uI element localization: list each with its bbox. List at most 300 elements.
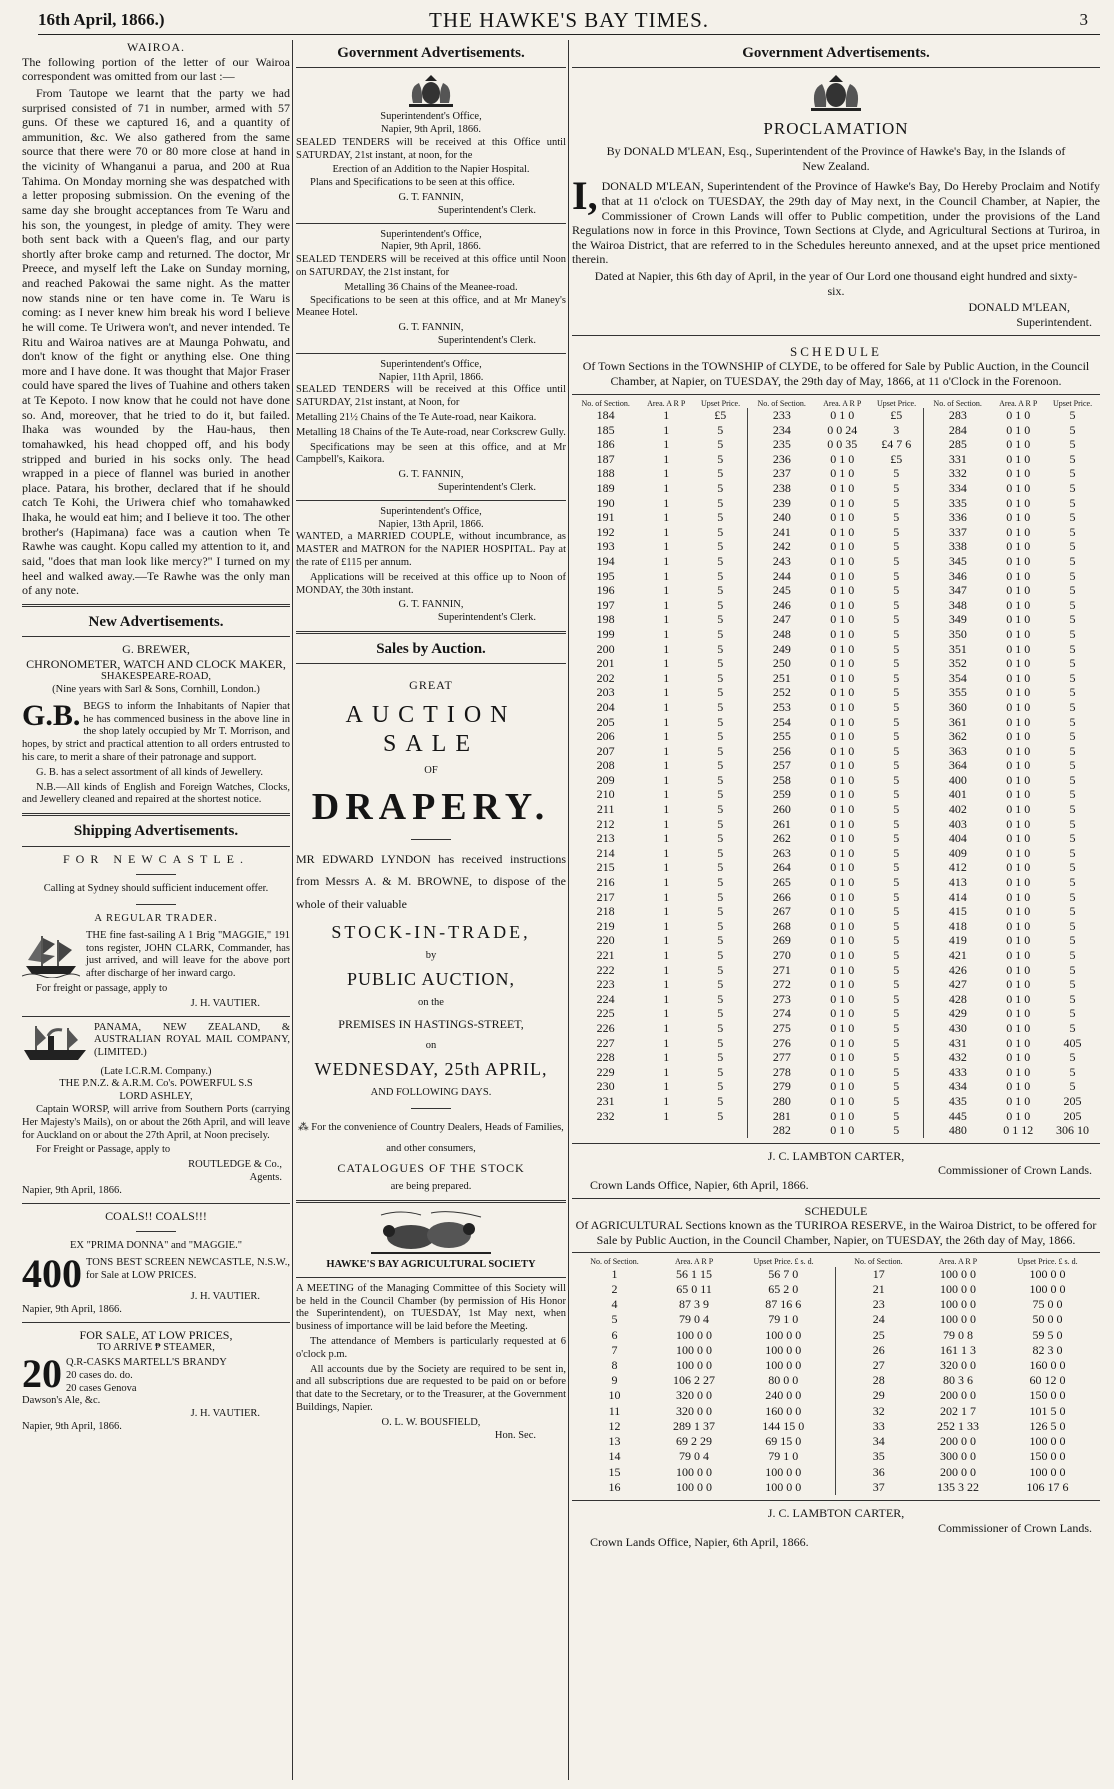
table-cell: 1: [663, 802, 670, 817]
table-cell: 255: [748, 729, 815, 744]
table-cell: 263: [748, 846, 815, 861]
table-row: [572, 481, 1100, 496]
ad3-role: Superintendent's Clerk.: [437, 482, 536, 494]
table-cell: 5: [717, 597, 724, 612]
schedule1-signature: J. C. LAMBTON CARTER,: [767, 1148, 905, 1163]
table-row: [572, 1404, 1100, 1419]
table-cell: 0 1 0: [830, 889, 855, 904]
table-row: [572, 1006, 1100, 1021]
table-cell: 5: [1069, 583, 1076, 598]
table-cell: 0 1 0: [1006, 641, 1031, 656]
table-row: [572, 1358, 1100, 1373]
col-header: Upset Price.: [700, 398, 741, 408]
table-cell: 0 1 0: [1006, 1064, 1031, 1079]
table-cell: 2: [611, 1282, 618, 1297]
table-cell: 198: [596, 612, 615, 627]
table-cell: 126 5 0: [1029, 1418, 1066, 1433]
divider: [296, 631, 566, 634]
table-cell: 5: [893, 977, 900, 992]
table-cell: 5: [717, 1079, 724, 1094]
table-cell: 352: [924, 656, 991, 671]
table-cell: 16: [608, 1479, 621, 1494]
table-cell: 75 0 0: [1032, 1297, 1063, 1312]
table-cell: 1: [663, 641, 670, 656]
table-cell: 205: [1063, 1108, 1082, 1123]
proclamation-by: By DONALD M'LEAN, Esq., Superintendent of the Province of Hawke's Bay, in the Islands of New Zealand.: [606, 144, 1066, 173]
divider: [22, 813, 290, 816]
table-cell: 5: [893, 495, 900, 510]
table-cell: 208: [596, 758, 615, 773]
table-cell: 79 0 4: [679, 1312, 710, 1327]
table-cell: 0 1 0: [830, 451, 855, 466]
brewer-note: (Nine years with Sarl & Sons, Cornhill, London.): [52, 684, 260, 696]
auction-prepared: are being prepared.: [390, 1181, 472, 1193]
table-cell: 0 1 0: [830, 612, 855, 627]
table-cell: 249: [748, 642, 815, 657]
table-cell: 445: [924, 1109, 991, 1124]
table-row: [572, 1388, 1100, 1403]
table-cell: 258: [748, 773, 815, 788]
auction-heading: Sales by Auction.: [376, 640, 486, 657]
table-cell: 59 5 0: [1032, 1327, 1063, 1342]
schedule1-role: Commissioner of Crown Lands.: [938, 1163, 1092, 1178]
table-cell: 247: [748, 612, 815, 627]
table-cell: 1: [663, 875, 670, 890]
table-cell: 5: [717, 553, 724, 568]
table-cell: 0 1 0: [830, 816, 855, 831]
auction-great: GREAT: [409, 678, 453, 693]
table-cell: 0 1 0: [1006, 597, 1031, 612]
table-cell: 1: [663, 1093, 670, 1108]
table-cell: 364: [924, 758, 991, 773]
table-cell: 100 0 0: [765, 1327, 802, 1342]
table-cell: 1: [663, 904, 670, 919]
table-cell: 1: [663, 787, 670, 802]
divider: [296, 1200, 566, 1203]
table-cell: 33: [836, 1419, 921, 1434]
table-cell: 5: [1069, 539, 1076, 554]
table-cell: 1: [663, 831, 670, 846]
table-row: [572, 1109, 1100, 1124]
table-cell: 0 1 0: [1006, 1050, 1031, 1065]
table-cell: 0 1 0: [830, 495, 855, 510]
table-cell: 0 1 0: [830, 1006, 855, 1021]
table-cell: 5: [1069, 510, 1076, 525]
table-cell: 1: [663, 495, 670, 510]
ad2-date: Napier, 9th April, 1866.: [381, 241, 481, 253]
ad3-what1: Metalling 21½ Chains of the Te Aute-road, near Kaikora.: [296, 412, 537, 424]
table-cell: 245: [748, 583, 815, 598]
table-cell: 5: [893, 1050, 900, 1065]
table-cell: 226: [596, 1020, 615, 1035]
coals-heading: COALS!! COALS!!!: [105, 1208, 207, 1223]
table-cell: 0 1 0: [1006, 1108, 1031, 1123]
table-cell: 1: [663, 656, 670, 671]
table-cell: 0 1 0: [1006, 714, 1031, 729]
table-cell: 216: [596, 875, 615, 890]
table-cell: 0 1 0: [830, 524, 855, 539]
ad1-text: SEALED TENDERS will be received at this Office until SATURDAY, 21st instant, at noon, for the: [296, 136, 566, 161]
table-cell: 0 1 0: [830, 875, 855, 890]
table-cell: 204: [596, 699, 615, 714]
table-cell: 150 0 0: [1029, 1449, 1066, 1464]
shipping-heading: Shipping Advertisements.: [73, 823, 239, 840]
auction-stock: STOCK-IN-TRADE,: [331, 921, 531, 942]
table-cell: 192: [596, 524, 615, 539]
table-cell: 197: [596, 597, 615, 612]
table-cell: 0 1 0: [1006, 772, 1031, 787]
agri-heading: HAWKE'S BAY AGRICULTURAL SOCIETY: [326, 1259, 536, 1271]
regular-trader: A REGULAR TRADER.: [94, 912, 218, 924]
table-cell: [639, 1123, 693, 1138]
table-cell: 15: [608, 1464, 621, 1479]
tender-hospital-advert: [296, 111, 566, 217]
coals-date: Napier, 9th April, 1866.: [22, 1303, 122, 1315]
table-cell: 360: [924, 700, 991, 715]
table-cell: 0 1 0: [830, 670, 855, 685]
table-cell: 100 0 0: [940, 1282, 977, 1297]
table-cell: 332: [924, 466, 991, 481]
agri-text: A MEETING of the Managing Committee of this Society will be held in the Council Chamber (by permission of His Honor the Superintendent), on TUESDAY, 1st May next, when business of importance will be laid before the Meeting.: [296, 1282, 566, 1333]
sydney-note: Calling at Sydney should sufficient inducement offer.: [43, 883, 269, 895]
table-cell: 106 2 27: [673, 1373, 716, 1388]
table-cell: 5: [893, 597, 900, 612]
table-row: [572, 758, 1100, 773]
table-cell: 5: [1069, 845, 1076, 860]
table-cell: 1: [663, 670, 670, 685]
table-cell: 100 0 0: [676, 1479, 713, 1494]
table-cell: 144 15 0: [762, 1418, 805, 1433]
table-cell: 5: [893, 1006, 900, 1021]
royal-crest-icon: [403, 73, 459, 109]
proclamation-dated: Dated at Napier, this 6th day of April, in the year of Our Lord one thousand eight hundred and sixty-six.: [594, 269, 1078, 298]
table-cell: 350: [924, 627, 991, 642]
table-cell: 0 1 0: [1006, 904, 1031, 919]
table-cell: 202: [596, 670, 615, 685]
table-cell: 5: [1069, 962, 1076, 977]
table-cell: 337: [924, 525, 991, 540]
table-cell: 1: [663, 568, 670, 583]
table-cell: 283: [924, 408, 991, 423]
coals-text: TONS BEST SCREEN NEWCASTLE, N.S.W., for Sale at LOW PRICES.: [86, 1256, 290, 1281]
table-cell: 0 1 0: [830, 714, 855, 729]
table-cell: 1: [663, 626, 670, 641]
table-cell: 5: [717, 816, 724, 831]
gb-text: BEGS to inform the Inhabitants of Napier that he has commenced business in the above line in the shop lately occupied by Mr T. Morrison, and hopes, by strict and practical attention to all orders entrusted to his care, to merit a share of their patronage and support.: [22, 700, 290, 764]
table-cell: 5: [1069, 904, 1076, 919]
table-cell: 0 1 0: [1006, 758, 1031, 773]
table-cell: 26: [836, 1343, 921, 1358]
table-cell: 362: [924, 729, 991, 744]
table-cell: 433: [924, 1065, 991, 1080]
table-cell: 0 1 0: [1006, 1093, 1031, 1108]
auction-premises: PREMISES IN HASTINGS-STREET,: [338, 1017, 524, 1032]
ad4-role: Superintendent's Clerk.: [437, 612, 536, 624]
table-cell: 0 1 0: [830, 802, 855, 817]
table-cell: 5: [893, 758, 900, 773]
table-cell: 355: [924, 685, 991, 700]
table-cell: 414: [924, 890, 991, 905]
table-cell: 1: [663, 437, 670, 452]
table-cell: 5: [893, 524, 900, 539]
table-row: [572, 423, 1100, 438]
table-row: [572, 539, 1100, 554]
table-cell: 0 1 0: [1006, 1020, 1031, 1035]
table-cell: 300 0 0: [940, 1449, 977, 1464]
table-cell: 0 1 0: [1006, 524, 1031, 539]
table-row: [572, 1065, 1100, 1080]
for-sale-line3: 20 cases Genova: [66, 1382, 137, 1394]
table-row: [572, 656, 1100, 671]
table-cell: 5: [1069, 641, 1076, 656]
table-cell: 266: [748, 890, 815, 905]
schedule1-description: Of Town Sections in the TOWNSHIP of CLYDE, to be offered for Sale by Public Auction, in the Council Chamber, at Napier, on TUESDAY, the 29th day of May, 1866, at 11 o'Clock in the Forenoon.: [582, 359, 1090, 389]
divider: [572, 1143, 1100, 1144]
table-cell: 1: [663, 699, 670, 714]
table-cell: 252 1 33: [937, 1418, 980, 1433]
table-cell: 0 1 0: [1006, 787, 1031, 802]
table-cell: 5: [717, 860, 724, 875]
table-row: [572, 525, 1100, 540]
ad2-what: Metalling 36 Chains of the Meanee-road.: [344, 281, 518, 293]
for-sale-advert: [22, 1328, 290, 1434]
table-cell: 413: [924, 875, 991, 890]
table-cell: 0 1 0: [830, 787, 855, 802]
table-cell: 0 1 0: [830, 641, 855, 656]
table-cell: 5: [611, 1312, 618, 1327]
table-cell: 284: [924, 423, 991, 438]
table-cell: 213: [596, 831, 615, 846]
table-cell: 5: [1069, 1006, 1076, 1021]
table-cell: 1: [663, 714, 670, 729]
table-cell: 347: [924, 583, 991, 598]
gb-nb: N.B.—All kinds of English and Foreign Watches, Clocks, and Jewellery cleaned and repaired at the shortest notice.: [22, 781, 290, 806]
for-sale-arrive: TO ARRIVE ₱ STEAMER,: [97, 1342, 215, 1354]
table-cell: 1: [663, 729, 670, 744]
table-cell: 5: [893, 1064, 900, 1079]
table-cell: 0 1 0: [1006, 918, 1031, 933]
table-cell: 5: [893, 539, 900, 554]
table-cell: 1: [663, 1108, 670, 1123]
table-cell: 32: [836, 1404, 921, 1419]
table-cell: 361: [924, 715, 991, 730]
table-row: [572, 963, 1100, 978]
table-cell: 1: [663, 510, 670, 525]
table-cell: 34: [836, 1434, 921, 1449]
table-cell: 0 1 0: [1006, 626, 1031, 641]
gb-initials: G.B.: [22, 698, 81, 732]
table-cell: 5: [893, 714, 900, 729]
table-cell: 244: [748, 569, 815, 584]
proclamation-role: Superintendent.: [1016, 314, 1092, 329]
table-cell: 5: [893, 626, 900, 641]
table-cell: 5: [893, 685, 900, 700]
table-cell: 338: [924, 539, 991, 554]
ad1-role: Superintendent's Clerk.: [437, 204, 536, 216]
table-cell: 5: [717, 714, 724, 729]
table-cell: 349: [924, 612, 991, 627]
table-cell: 1: [663, 1050, 670, 1065]
table-cell: 0 1 0: [830, 510, 855, 525]
table-cell: 5: [717, 758, 724, 773]
table-cell: 1: [663, 524, 670, 539]
table-cell: 211: [596, 802, 615, 817]
table-cell: 5: [717, 743, 724, 758]
table-cell: 50 0 0: [1032, 1312, 1063, 1327]
table-cell: 0 1 0: [1006, 933, 1031, 948]
table-cell: 5: [1069, 831, 1076, 846]
divider: [572, 1500, 1100, 1501]
table-cell: 100 0 0: [676, 1342, 713, 1357]
table-cell: 5: [893, 670, 900, 685]
table-cell: 5: [717, 977, 724, 992]
col-header: Upset Price.: [1052, 398, 1093, 408]
table-cell: 251: [748, 671, 815, 686]
agri-attendance: The attendance of Members is particularly requested at 6 o'clock p.m.: [296, 1336, 566, 1360]
table-cell: 79 0 4: [679, 1449, 710, 1464]
proclamation-text: DONALD M'LEAN, Superintendent of the Province of Hawke's Bay, Do Hereby Proclaim and Notify that at 11 o'clock on TUESDAY, the 29th day of May next, in the Council Chamber, at Napier, the Commissioner of Crown Lands will offer to Public competition, under the provisions of the Land Regulations now in force in this Province, Town Sections at Clyde, and Agricultural Sections at Turiroa, in the Wairoa District, that are referred to in the Schedules hereunto annexed, and at the upset price mentioned therein.: [572, 179, 1100, 267]
table-cell: 8: [611, 1358, 618, 1373]
newspaper-title: THE HAWKE'S BAY TIMES.: [429, 8, 709, 32]
auction-drapery: DRAPERY.: [311, 786, 551, 829]
table-cell: 5: [893, 831, 900, 846]
divider: [572, 1198, 1100, 1199]
table-cell: 5: [1069, 889, 1076, 904]
page-number: 3: [1079, 10, 1088, 29]
table-cell: 5: [893, 1093, 900, 1108]
table-cell: £5: [714, 408, 727, 423]
table-cell: 215: [596, 860, 615, 875]
table-cell: 5: [717, 466, 724, 481]
table-row: [572, 685, 1100, 700]
table-row: [572, 452, 1100, 467]
table-cell: 65 0 11: [676, 1282, 712, 1297]
ad1-signature: G. T. FANNIN,: [398, 192, 464, 204]
ad3-signature: G. T. FANNIN,: [398, 469, 464, 481]
table-cell: 268: [748, 919, 815, 934]
table-cell: 5: [1069, 553, 1076, 568]
table-cell: 21: [836, 1282, 921, 1297]
table-cell: 5: [1069, 568, 1076, 583]
table-row: [572, 904, 1100, 919]
table-cell: 0 1 0: [1006, 831, 1031, 846]
table-cell: 0 1 0: [1006, 948, 1031, 962]
table-cell: 223: [596, 977, 615, 992]
table-cell: 5: [717, 524, 724, 539]
table-cell: 5: [893, 553, 900, 568]
table-cell: 1: [663, 758, 670, 773]
table-cell: 0 0 35: [827, 437, 858, 452]
table-cell: 185: [596, 422, 615, 437]
table-cell: 100 0 0: [1029, 1266, 1066, 1281]
table-cell: 5: [1069, 875, 1076, 890]
table-cell: 271: [748, 963, 815, 978]
table-cell: 5: [893, 1020, 900, 1035]
table-cell: 100 0 0: [940, 1312, 977, 1327]
table-cell: 5: [1069, 437, 1076, 452]
wairoa-intro: The following portion of the letter of our Wairoa correspondent was omitted from our last :—: [22, 54, 290, 84]
table-cell: 5: [893, 743, 900, 758]
table-cell: 0 1 0: [1006, 699, 1031, 714]
table-cell: 150 0 0: [1029, 1388, 1066, 1403]
auction-by: by: [425, 949, 437, 961]
table-cell: 0 1 0: [1006, 1079, 1031, 1094]
table-cell: 1: [663, 772, 670, 787]
table-cell: 100 0 0: [676, 1327, 713, 1342]
table-cell: 37: [836, 1480, 921, 1495]
table-cell: 5: [1069, 772, 1076, 787]
table-cell: 5: [1069, 991, 1076, 1006]
steamship-icon: [22, 1024, 88, 1064]
table-cell: 0 1 0: [830, 860, 855, 875]
table-cell: 0 1 0: [830, 904, 855, 919]
table-cell: 80 3 6: [943, 1373, 974, 1388]
coals-tonnage: 400: [22, 1250, 82, 1296]
ad3-what2: Metalling 18 Chains of the Te Aute-road, near Corkscrew Gully.: [296, 426, 566, 438]
table-cell: 0 1 0: [830, 729, 855, 744]
table-cell: 5: [893, 845, 900, 860]
table-cell: 0 1 0: [830, 656, 855, 671]
gov-ads-heading: Government Advertisements.: [337, 45, 525, 61]
table-row: [572, 583, 1100, 598]
ad4-text: WANTED, a MARRIED COUPLE, without incumbrance, as MASTER and MATRON for the NAPIER HOSPITAL. Pay at the rate of £115 per annum.: [296, 531, 566, 568]
table-cell: 5: [717, 422, 724, 437]
table-cell: 320 0 0: [940, 1358, 977, 1373]
ad3-text: SEALED TENDERS will be received at this Office until SATURDAY, 21st instant, at Noon, for: [296, 384, 566, 409]
table-row: [572, 802, 1100, 817]
table-cell: 5: [893, 787, 900, 802]
table-cell: 5: [1069, 743, 1076, 758]
table-cell: 0 1 0: [1006, 553, 1031, 568]
coals-ex: EX "PRIMA DONNA" and "MAGGIE.": [69, 1240, 242, 1252]
table-row: [572, 1328, 1100, 1343]
table-cell: 426: [924, 963, 991, 978]
column-2: [296, 40, 566, 1780]
auction-date: WEDNESDAY, 25th APRIL,: [314, 1058, 548, 1079]
table-cell: 1: [663, 553, 670, 568]
schedule1-title: SCHEDULE: [790, 343, 882, 359]
table-cell: 135 3 22: [937, 1479, 980, 1494]
table-cell: 348: [924, 598, 991, 613]
table-cell: 5: [717, 481, 724, 495]
table-cell: 1: [663, 918, 670, 933]
col-header: Upset Price. £ s. d.: [1017, 1257, 1078, 1267]
table-cell: 5: [893, 962, 900, 977]
table-cell: 0 1 0: [1006, 656, 1031, 671]
agri-role: Hon. Sec.: [494, 1429, 536, 1441]
table-cell: 0 0 24: [827, 422, 858, 437]
for-sale-line4: Dawson's Ale, &c.: [22, 1395, 101, 1407]
table-cell: 0 1 0: [830, 539, 855, 554]
table-cell: 193: [596, 539, 615, 554]
table-cell: 5: [1069, 802, 1076, 817]
table-cell: 5: [893, 1079, 900, 1094]
table-cell: 229: [596, 1064, 615, 1079]
table-cell: 1: [663, 1064, 670, 1079]
table-cell: 5: [893, 510, 900, 525]
ad2-role: Superintendent's Clerk.: [437, 335, 536, 347]
col-header: Upset Price. £ s. d.: [753, 1257, 814, 1267]
table-row: [572, 1094, 1100, 1109]
table-cell: 56 1 15: [676, 1266, 713, 1281]
table-cell: 5: [893, 802, 900, 817]
table-cell: 5: [893, 1035, 900, 1050]
table-cell: 5: [717, 1093, 724, 1108]
divider: [22, 1203, 290, 1204]
clyde-schedule-table: [572, 400, 1100, 1138]
table-cell: 252: [748, 685, 815, 700]
table-cell: 275: [748, 1021, 815, 1036]
